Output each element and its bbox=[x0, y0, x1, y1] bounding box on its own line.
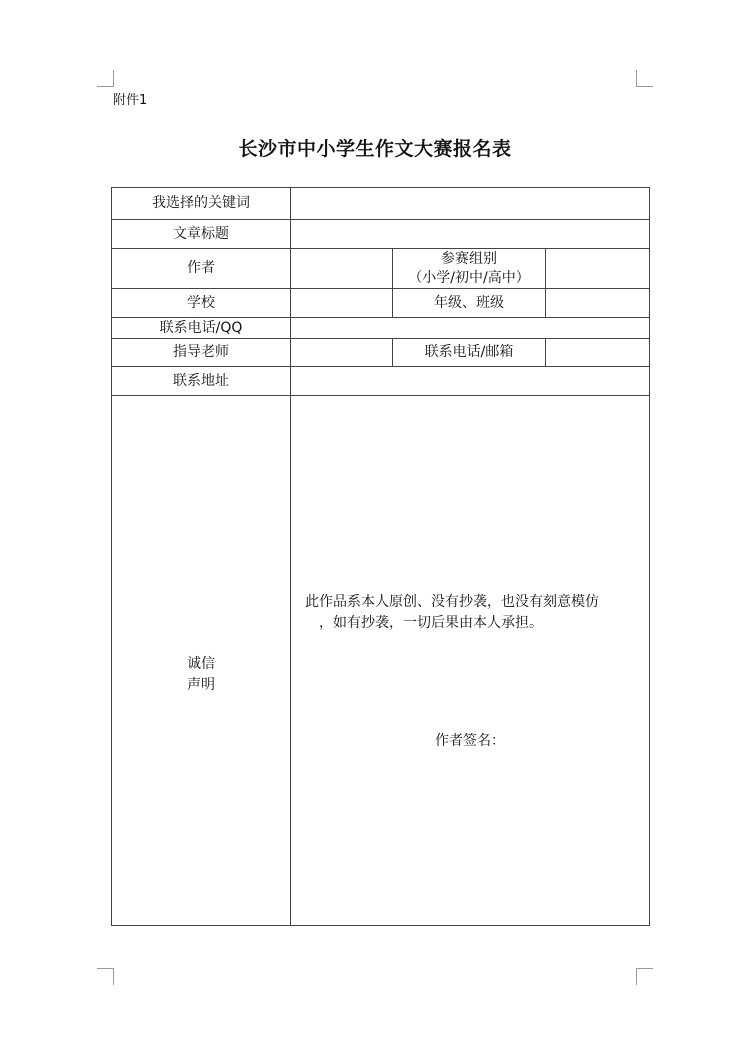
group-label-line2: （小学/初中/高中） bbox=[408, 269, 530, 286]
keyword-label: 我选择的关键词 bbox=[112, 188, 291, 220]
crop-mark-bottom-right bbox=[636, 968, 653, 985]
table-row bbox=[112, 220, 650, 249]
group-field[interactable] bbox=[546, 249, 650, 289]
attachment-label: 附件1 bbox=[113, 93, 148, 108]
teacher-contact-field[interactable] bbox=[546, 339, 650, 367]
phone-qq-label: 联系电话/QQ bbox=[112, 318, 291, 339]
registration-form-table bbox=[111, 187, 650, 926]
crop-mark-bottom-left bbox=[97, 968, 114, 985]
author-field[interactable] bbox=[291, 249, 393, 289]
phone-qq-field[interactable] bbox=[291, 318, 650, 339]
group-label-line1: 参赛组别 bbox=[441, 250, 497, 267]
table-row bbox=[112, 249, 650, 289]
table-row bbox=[112, 339, 650, 367]
honesty-label-line1: 诚信 bbox=[187, 655, 215, 672]
school-label: 学校 bbox=[112, 289, 291, 318]
school-field[interactable] bbox=[291, 289, 393, 318]
signature-label: 作者签名： bbox=[435, 733, 505, 749]
address-label: 联系地址 bbox=[112, 367, 291, 396]
keyword-field[interactable] bbox=[291, 188, 650, 220]
grade-class-label: 年级、班级 bbox=[393, 289, 546, 318]
declaration-line2: ，如有抄袭，一切后果由本人承担。 bbox=[319, 615, 543, 631]
crop-mark-top-right bbox=[636, 70, 653, 87]
table-row bbox=[112, 396, 650, 926]
page-title: 长沙市中小学生作文大赛报名表 bbox=[238, 138, 512, 160]
declaration-cell bbox=[291, 396, 650, 926]
table-row bbox=[112, 188, 650, 220]
declaration-line1: 此作品系本人原创、没有抄袭，也没有刻意模仿 bbox=[305, 594, 599, 610]
grade-class-field[interactable] bbox=[546, 289, 650, 318]
honesty-label-line2: 声明 bbox=[187, 676, 215, 693]
teacher-contact-label: 联系电话/邮箱 bbox=[393, 339, 546, 367]
crop-mark-top-left bbox=[97, 70, 114, 87]
honesty-label bbox=[112, 396, 291, 926]
table-row bbox=[112, 318, 650, 339]
author-label: 作者 bbox=[112, 249, 291, 289]
article-title-label: 文章标题 bbox=[112, 220, 291, 249]
table-row bbox=[112, 289, 650, 318]
teacher-field[interactable] bbox=[291, 339, 393, 367]
declaration-text bbox=[305, 592, 645, 634]
teacher-label: 指导老师 bbox=[112, 339, 291, 367]
article-title-field[interactable] bbox=[291, 220, 650, 249]
address-field[interactable] bbox=[291, 367, 650, 396]
table-row bbox=[112, 367, 650, 396]
group-label bbox=[393, 249, 546, 289]
